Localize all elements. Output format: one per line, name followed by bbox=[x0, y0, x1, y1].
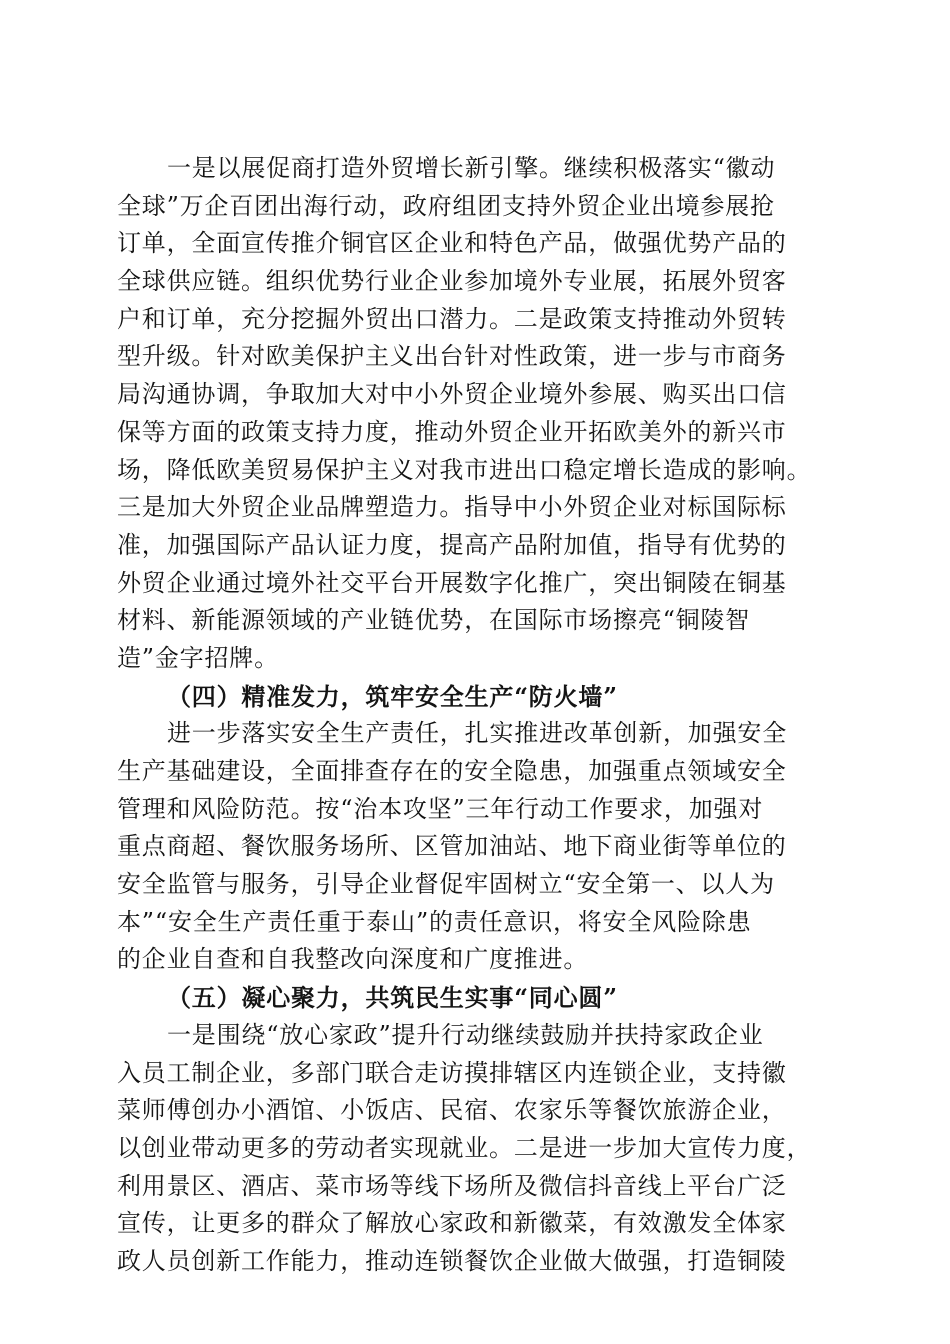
paragraph-line: 三是加大外贸企业品牌塑造力。指导中小外贸企业对标国际标 bbox=[117, 493, 787, 522]
section-heading-5: （五）凝心聚力，共筑民生实事“同心圆” bbox=[167, 983, 618, 1013]
paragraph-line: 安全监管与服务，引导企业督促牢固树立“安全第一、以人为 bbox=[117, 870, 775, 899]
paragraph-line: 以创业带动更多的劳动者实现就业。二是进一步加大宣传力度， bbox=[117, 1133, 812, 1162]
paragraph-line: 全球”万企百团出海行动，政府组团支持外贸企业出境参展抢 bbox=[117, 191, 775, 220]
section-heading-4: （四）精准发力，筑牢安全生产“防火墙” bbox=[167, 681, 618, 711]
paragraph-line: 管理和风险防范。按“治本攻坚”三年行动工作要求，加强对 bbox=[117, 794, 764, 823]
paragraph-line: 造”金字招牌。 bbox=[117, 643, 279, 672]
paragraph-line: 一是围绕“放心家政”提升行动继续鼓励并扶持家政企业 bbox=[167, 1020, 764, 1049]
paragraph-line: 户和订单，充分挖掘外贸出口潜力。二是政策支持推动外贸转 bbox=[117, 304, 787, 333]
paragraph-line: 局沟通协调，争取加大对中小外贸企业境外参展、购买出口信 bbox=[117, 380, 787, 409]
paragraph-line: 本”“安全生产责任重于泰山”的责任意识，将安全风险除患 bbox=[117, 907, 752, 936]
paragraph-line: 订单，全面宣传推介铜官区企业和特色产品，做强优势产品的 bbox=[117, 229, 787, 258]
paragraph-line: 政人员创新工作能力，推动连锁餐饮企业做大做强，打造铜陵 bbox=[117, 1246, 787, 1275]
paragraph-line: 重点商超、餐饮服务场所、区管加油站、地下商业街等单位的 bbox=[117, 832, 787, 861]
paragraph-line: 菜师傅创办小酒馆、小饭店、民宿、农家乐等餐饮旅游企业， bbox=[117, 1096, 787, 1125]
paragraph-line: 准，加强国际产品认证力度，提高产品附加值，指导有优势的 bbox=[117, 530, 787, 559]
paragraph-line: 生产基础建设，全面排查存在的安全隐患，加强重点领域安全 bbox=[117, 757, 787, 785]
paragraph-line: 外贸企业通过境外社交平台开展数字化推广，突出铜陵在铜基 bbox=[117, 568, 787, 597]
paragraph-line: 利用景区、酒店、菜市场等线下场所及微信抖音线上平台广泛 bbox=[117, 1171, 787, 1200]
paragraph-line: 入员工制企业，多部门联合走访摸排辖区内连锁企业，支持徽 bbox=[117, 1058, 787, 1087]
paragraph-line: 进一步落实安全生产责任，扎实推进改革创新，加强安全 bbox=[167, 719, 787, 748]
paragraph-line: 的企业自查和自我整改向深度和广度推进。 bbox=[117, 945, 589, 974]
paragraph-line: 一是以展促商打造外贸增长新引擎。继续积极落实“徽动 bbox=[167, 154, 776, 182]
paragraph-line: 型升级。针对欧美保护主义出台针对性政策，进一步与市商务 bbox=[117, 342, 787, 371]
paragraph-line: 保等方面的政策支持力度，推动外贸企业开拓欧美外的新兴市 bbox=[117, 417, 787, 446]
paragraph-line: 宣传，让更多的群众了解放心家政和新徽菜，有效激发全体家 bbox=[117, 1209, 787, 1238]
paragraph-line: 全球供应链。组织优势行业企业参加境外专业展，拓展外贸客 bbox=[117, 267, 787, 296]
paragraph-line: 材料、新能源领域的产业链优势，在国际市场擦亮“铜陵智 bbox=[117, 606, 751, 635]
paragraph-line: 场，降低欧美贸易保护主义对我市进出口稳定增长造成的影响。 bbox=[117, 455, 812, 484]
document-body bbox=[117, 150, 837, 1281]
